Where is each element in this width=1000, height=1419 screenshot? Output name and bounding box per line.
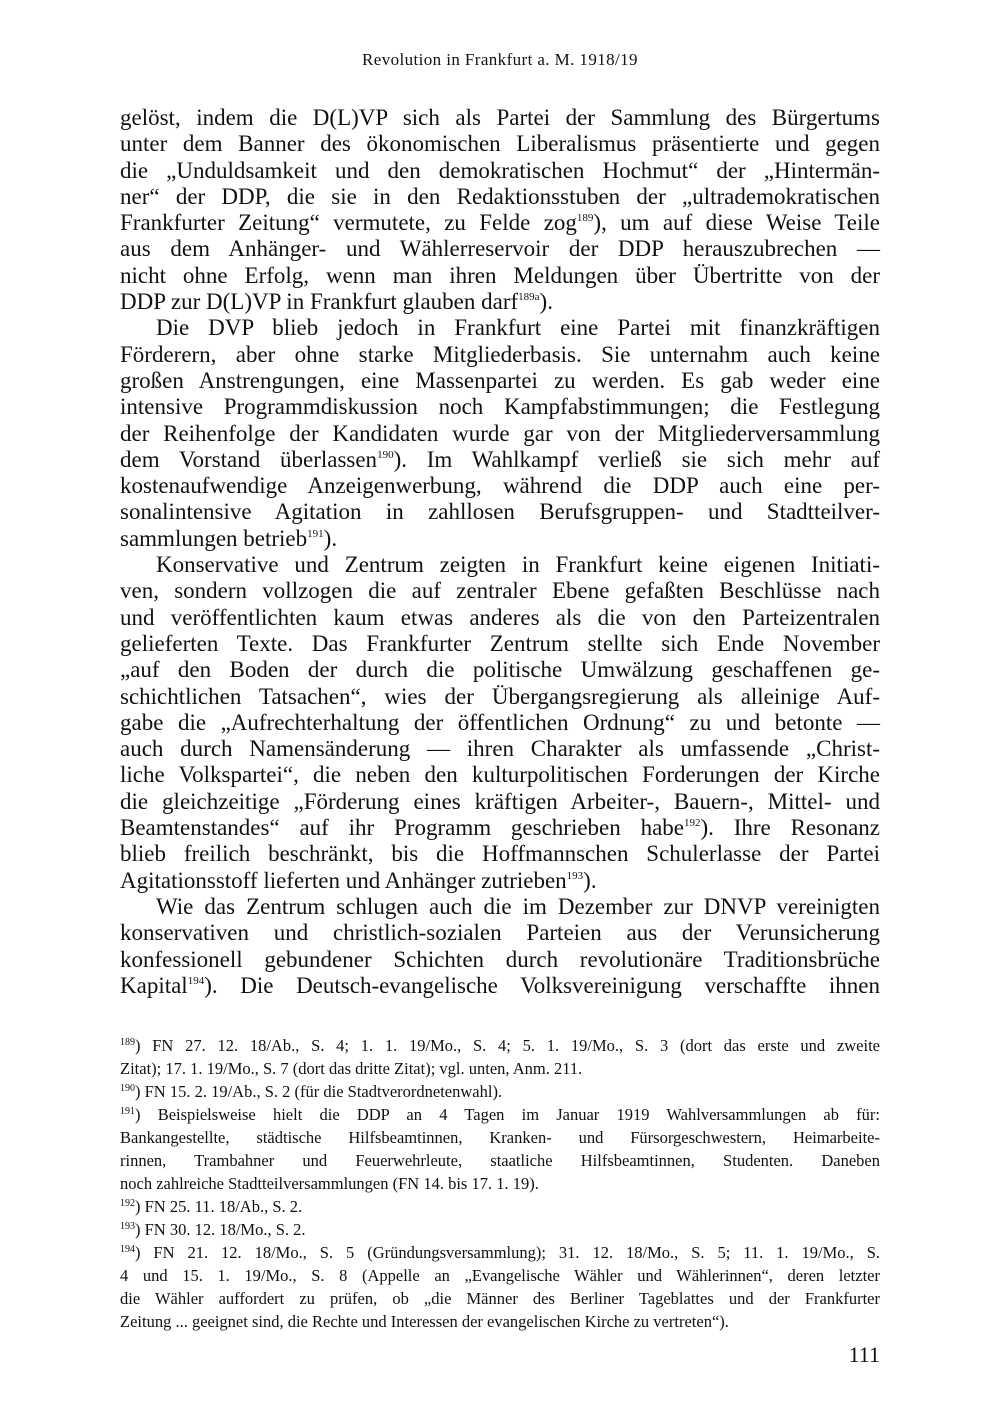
footnote-line: 4 und 15. 1. 19/Mo., S. 8 (Appelle an „Evangelische Wähler und Wählerinnen“, deren letzter <box>120 1266 880 1285</box>
footnote-number: 191 <box>120 1106 135 1117</box>
text-line: kostenaufwendige Anzeigenwerbung, während die DDP auch eine per- <box>120 473 880 499</box>
footnote-reference: 189a <box>518 291 540 304</box>
text-line: dem Vorstand überlassen$^{190}$). Im Wahlkampf verließ sie sich mehr auf <box>120 446 880 472</box>
text-line: aus dem Anhänger- und Wählerreservoir der DDP herauszubrechen — <box>120 236 880 262</box>
text-line: gelöst, indem die D(L)VP sich als Partei der Sammlung des Bürgertums <box>120 105 880 130</box>
text-line: blieb freilich beschränkt, bis die Hoffmannschen Schulerlasse der Partei <box>120 841 880 867</box>
running-title: Revolution in Frankfurt a. M. 1918/19 <box>362 50 638 69</box>
footnote-line <box>120 1034 880 1057</box>
text-line: und veröffentlichten kaum etwas anderes als die von den Parteizentralen <box>120 604 880 630</box>
footnote-line: Zitat); 17. 1. 19/Mo., S. 7 (dort das dritte Zitat); vgl. unten, Anm. 211. <box>120 1059 583 1078</box>
footnote-194 <box>120 1241 880 1333</box>
text-line: ner“ der DDP, die sie in den Redaktionsstuben der „ultrademokratischen <box>120 183 880 209</box>
text-line: gabe die „Aufrechterhaltung der öffentlichen Ordnung“ zu und betonte — <box>120 709 880 735</box>
footnote-number: 190 <box>120 1083 135 1094</box>
text-line: gelieferten Texte. Das Frankfurter Zentrum stellte sich Ende November <box>120 630 880 656</box>
footnote-number: 189 <box>120 1037 135 1048</box>
body-text <box>120 105 880 999</box>
text-line: konservativen und christlich-sozialen Parteien aus der Verunsicherung <box>120 920 880 946</box>
text-line: intensive Programmdiskussion noch Kampfabstimmungen; die Festlegung <box>120 394 880 420</box>
footnote-reference: 191 <box>307 527 324 540</box>
footnote-reference: 192 <box>684 817 701 830</box>
text-line: Wie das Zentrum schlugen auch die im Dezember zur DNVP vereinigten <box>156 893 880 919</box>
page-number: 111 <box>848 1342 880 1367</box>
paragraph <box>120 894 880 999</box>
footnote-193 <box>120 1218 880 1241</box>
footnote-line <box>120 1218 880 1241</box>
footnote-191 <box>120 1103 880 1195</box>
footnote-reference: 189 <box>576 212 594 225</box>
text-line: Agitationsstoff lieferten und Anhänger zutrieben$^{193}$). <box>120 867 597 893</box>
footnote-number: 193 <box>120 1221 135 1232</box>
footnote-text: ) FN 15. 2. 19/Ab., S. 2 (für die Stadtverordnetenwahl). <box>135 1082 503 1101</box>
paragraph <box>120 105 880 315</box>
paragraph <box>120 552 880 894</box>
text-line: Konservative und Zentrum zeigten in Frankfurt keine eigenen Initiati- <box>156 552 880 578</box>
footnote-line <box>120 1080 880 1103</box>
text-line: Förderern, aber ohne starke Mitgliederbasis. Sie unternahm auch keine <box>120 341 880 367</box>
footnote-text: ) FN 25. 11. 18/Ab., S. 2. <box>135 1197 303 1216</box>
text-line: sonalintensive Agitation in zahllosen Berufsgruppen- und Stadtteilver- <box>120 499 880 525</box>
footnote-line: noch zahlreiche Stadtteilversammlungen (FN 14. bis 17. 1. 19). <box>120 1174 539 1193</box>
text-line: Die DVP blieb jedoch in Frankfurt eine Partei mit finanzkräftigen <box>156 315 880 341</box>
text-line: Frankfurter Zeitung“ vermutete, zu Felde zog$^{189}$), um auf diese Weise Teile <box>120 210 881 236</box>
footnote-text: ) FN 30. 12. 18/Mo., S. 2. <box>135 1220 306 1239</box>
footnote-text: ) FN 27. 12. 18/Ab., S. 4; 1. 1. 19/Mo., S. 4; 5. 1. 19/Mo., S. 3 (dort das erste und zweite <box>135 1036 880 1055</box>
text-line: Kapital$^{194}$). Die Deutsch-evangelische Volksvereinigung verschaffte ihnen <box>120 972 880 998</box>
footnote-text: ) Beispielsweise hielt die DDP an 4 Tagen im Januar 1919 Wahlversammlungen ab für: <box>135 1105 880 1124</box>
text-line: DDP zur D(L)VP in Frankfurt glauben darf$^{189a}$). <box>120 289 553 315</box>
paragraph <box>120 315 880 552</box>
footnote-number: 192 <box>120 1198 135 1209</box>
footnote-190 <box>120 1080 880 1103</box>
text-line: ven, sondern vollzogen die auf zentraler Ebene gefaßten Beschlüsse nach <box>120 578 880 604</box>
footnote-reference: 190 <box>377 448 394 461</box>
text-line: nicht ohne Erfolg, wenn man ihren Meldungen über Übertritte von der <box>120 262 880 288</box>
text-line: „auf den Boden der durch die politische Umwälzung geschaffenen ge- <box>120 657 880 683</box>
text-line: sammlungen betrieb$^{191}$). <box>120 525 338 551</box>
footnote-line: die Wähler auffordert zu prüfen, ob „die Männer des Berliner Tageblattes und der Frankfurter <box>120 1289 880 1308</box>
text-line: die „Unduldsamkeit und den demokratischen Hochmut“ der „Hintermän- <box>120 157 880 183</box>
text-line: großen Anstrengungen, eine Massenpartei zu werden. Es gab weder eine <box>120 367 880 393</box>
footnote-reference: 193 <box>566 869 584 882</box>
footnote-line: Bankangestellte, städtische Hilfsbeamtinnen, Kranken- und Fürsorgeschwestern, Heimarbeite- <box>120 1128 880 1147</box>
footnote-line <box>120 1195 880 1218</box>
footnote-number: 194 <box>120 1244 135 1255</box>
text-line: konfessionell gebundener Schichten durch revolutionäre Traditionsbrüche <box>120 946 880 972</box>
text-line: der Reihenfolge der Kandidaten wurde gar von der Mitgliederversammlung <box>120 420 880 446</box>
footnote-text: ) FN 21. 12. 18/Mo., S. 5 (Gründungsversammlung); 31. 12. 18/Mo., S. 5; 11. 1. 19/Mo., S. <box>135 1243 880 1262</box>
text-line: unter dem Banner des ökonomischen Liberalismus präsentierte und gegen <box>120 131 880 157</box>
footnote-line <box>120 1103 880 1126</box>
footnote-line: Zeitung ... geeignet sind, die Rechte und Interessen der evangelischen Kirche zu vertreten“). <box>120 1312 729 1331</box>
text-line: auch durch Namensänderung — ihren Charakter als umfassende „Christ- <box>120 736 880 762</box>
text-line: schichtlichen Tatsachen“, wies der Übergangsregierung als alleinige Auf- <box>120 683 880 709</box>
footnote-reference: 194 <box>187 974 205 987</box>
text-line: die gleichzeitige „Förderung eines kräftigen Arbeiter-, Bauern-, Mittel- und <box>120 788 880 814</box>
footnote-line <box>120 1241 880 1264</box>
footnote-189 <box>120 1034 880 1080</box>
text-line: liche Volkspartei“, die neben den kulturpolitischen Forderungen der Kirche <box>120 762 880 788</box>
footnote-192 <box>120 1195 880 1218</box>
footnote-line: rinnen, Trambahner und Feuerwehrleute, staatliche Hilfsbeamtinnen, Studenten. Daneben <box>120 1151 880 1170</box>
footnotes <box>120 1034 880 1333</box>
text-line: Beamtenstandes“ auf ihr Programm geschrieben habe$^{192}$). Ihre Resonanz <box>120 815 880 841</box>
